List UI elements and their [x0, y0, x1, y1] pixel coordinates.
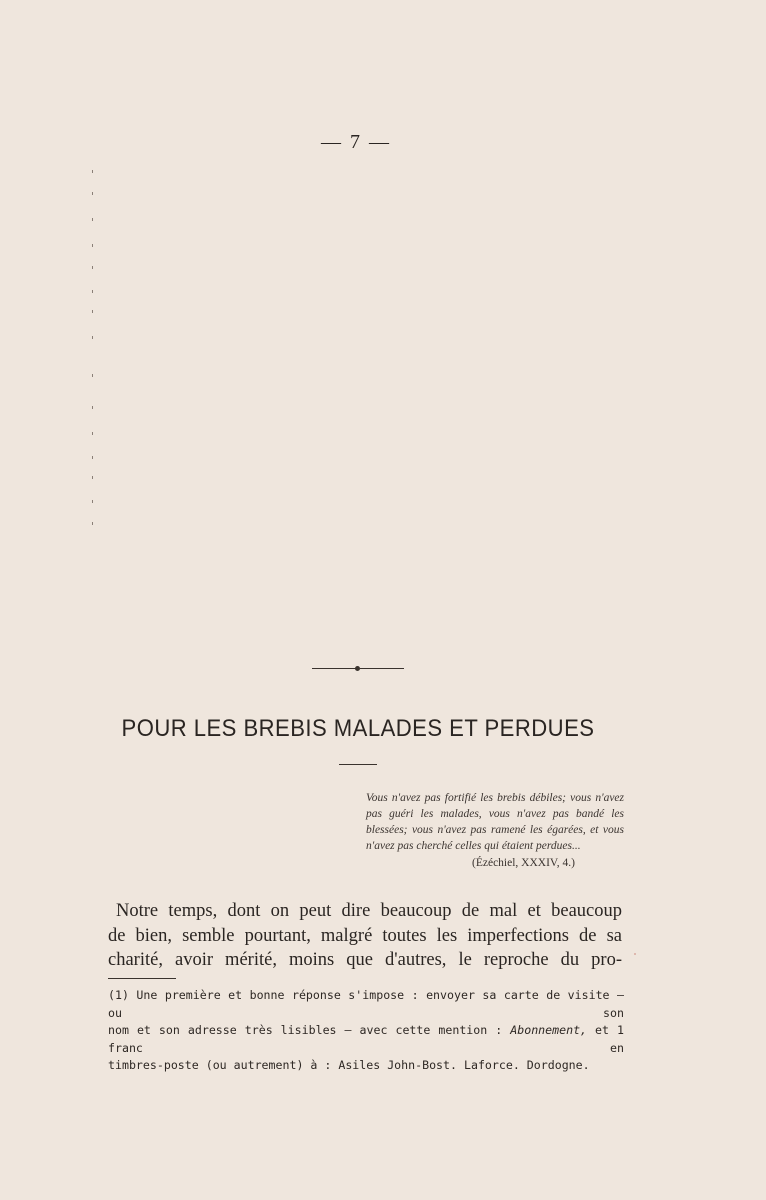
- page-number: — 7 —: [321, 131, 391, 153]
- footnote-rule: [108, 978, 176, 979]
- footnote-line: timbres-poste (ou autrement) à : Asiles John-Bost. Laforce. Dordogne.: [108, 1058, 590, 1072]
- body-line: Notre temps, dont on peut dire beaucoup de mal et beaucoup: [116, 901, 622, 921]
- footnote-line: [108, 1022, 624, 1057]
- epigraph-quote: Vous n'avez pas fortifié les brebis débiles; vous n'avez pas guéri les malades, vous n'avez pas bandé les blessées; vous n'avez pas ramené les égarées, et vous n'avez pas cherché celles qui étaient perdues...: [366, 792, 624, 852]
- paper-spot: [634, 953, 636, 955]
- chapter-title: POUR LES BREBIS MALADES ET PERDUES: [121, 715, 595, 742]
- body-paragraph: [108, 899, 622, 973]
- title-rule: [339, 764, 377, 765]
- epigraph-reference: (Ézéchiel, XXXIV, 4.): [472, 857, 575, 869]
- body-line: de bien, semble pourtant, malgré toutes les imperfections de sa: [108, 925, 622, 946]
- body-line: charité, avoir mérité, moins que d'autres, le reproche du pro-: [108, 950, 622, 970]
- footnote-emphasis: Abonnement,: [510, 1023, 588, 1037]
- margin-marks: [92, 170, 98, 530]
- footnote-line: (1) Une première et bonne réponse s'impose : envoyer sa carte de visite — ou son: [108, 988, 624, 1020]
- footnote-text: nom et son adresse très lisibles — avec cette mention :: [108, 1023, 503, 1037]
- footnote: [108, 987, 624, 1075]
- footnote-text: et 1 franc en: [108, 1023, 624, 1055]
- ornamental-divider: [312, 663, 404, 673]
